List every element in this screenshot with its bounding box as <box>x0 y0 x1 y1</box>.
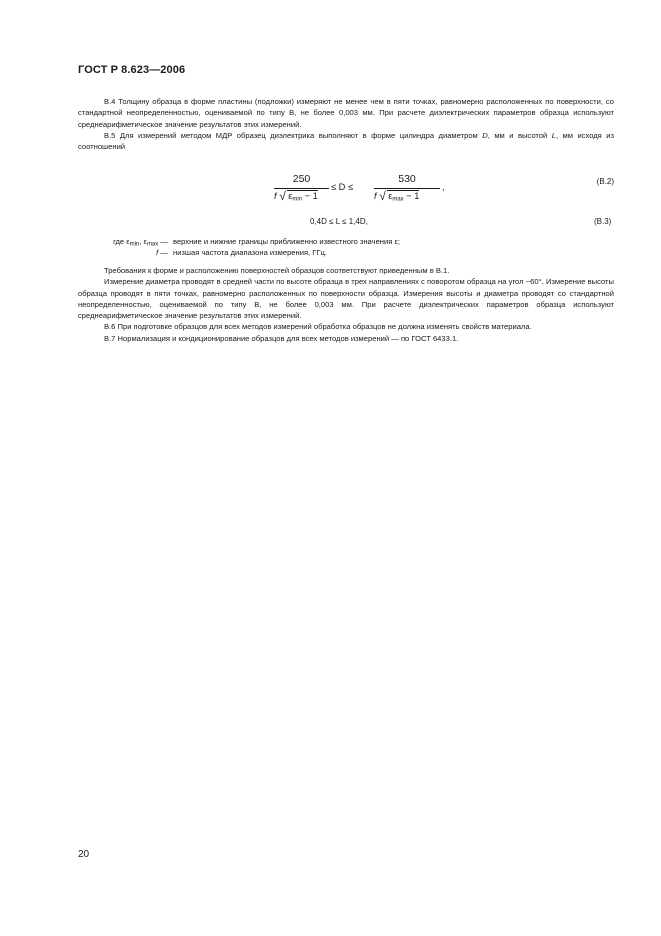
fraction-right-denominator <box>374 191 419 201</box>
paragraph-b7: В.7 Нормализация и кондиционирование образцов для всех методов измерений — по ГОСТ 6433.1. <box>104 333 459 343</box>
fraction-left-numerator: 250 <box>292 173 311 185</box>
page-number: 20 <box>78 849 90 860</box>
formula-b3: 0,4D ≤ L ≤ 1,4D, <box>310 217 368 226</box>
where-label-1: где $\varepsilon_{min}$, $\varepsilon_{max}$ — <box>113 237 168 248</box>
radical-sign-icon: √ <box>379 189 386 203</box>
left-sqrt <box>279 191 318 201</box>
paragraph-b6: В.6 При подготовке образцов для всех методов измерений обработка образцов не должна изменять свойств материала. <box>104 322 532 332</box>
b5-text-3: , мм исходя из соотношений <box>78 130 614 152</box>
document-header: ГОСТ Р 8.623—2006 <box>78 64 186 76</box>
b5-var-d: D <box>482 130 488 140</box>
fraction-left-denominator <box>274 191 318 201</box>
fraction-right-numerator: 530 <box>398 173 416 185</box>
left-f: f <box>274 191 277 201</box>
equation-number-b3: (В.3) <box>594 217 612 226</box>
paragraph-b4-block <box>78 96 614 152</box>
b5-var-l: L <box>551 130 556 140</box>
b5-text-1: В.5 Для измерений методом МДР образец диэлектрика выполняют в форме цилиндра диаметром <box>104 130 483 140</box>
where-desc-2: низшая частота диапазона измерения, ГГц. <box>173 248 327 257</box>
left-eps-sub: min <box>292 196 303 203</box>
paragraph-diameter: Измерение диаметра проводят в средней части по высоте образца в трех направлениях с поворотом образца на угол ~60°. Измерение высоты образца проводят в пяти точках, равномерно расположенных по поверхности образца. Измерения высоты и диаметра проводят со стандартной неопределенностью, оцениваемой по типу B, не более 0,003 мм. При расчете диэлектрических параметров образца используют среднеарифметическое значение результатов этих измерений. <box>78 277 614 321</box>
where-label-2: f — <box>156 248 168 257</box>
left-minus-one: − 1 <box>302 191 318 201</box>
formula-middle: ≤ D ≤ <box>331 182 354 192</box>
paragraph-b5 <box>78 130 614 153</box>
radical-sign-icon: √ <box>279 189 286 203</box>
right-minus-one: − 1 <box>403 191 420 201</box>
right-f: f <box>374 191 377 201</box>
equation-number-b2: (В.2) <box>596 177 614 186</box>
fraction-left <box>274 173 329 209</box>
right-sqrt <box>379 191 419 201</box>
paragraphs-lower-block <box>78 265 614 344</box>
formula-trailing-comma: , <box>442 182 445 192</box>
left-eps: ε <box>288 191 293 201</box>
right-radicand <box>387 190 419 201</box>
b5-text-2: , мм и высотой <box>487 130 552 140</box>
right-eps-sub: max <box>392 196 404 203</box>
paragraph-requirements: Требования к форме и расположению поверхностей образцов соответствуют приведенным в В.1. <box>104 266 450 275</box>
where-desc-1: верхние и нижние границы приближенно известного значения ε; <box>173 237 400 246</box>
right-eps: ε <box>388 191 393 201</box>
left-radicand <box>287 190 318 201</box>
paragraph-b4: В.4 Толщину образца в форме пластины (подложки) измеряют не менее чем в пяти точках, равномерно расположенных по поверхности, со стандартной неопределенностью, оцениваемой по типу B, не более 0,003 мм. При расчете диэлектрических параметров образца используют среднеарифметическое значение результатов этих измерений. <box>78 97 614 129</box>
formula-b2 <box>274 173 614 209</box>
fraction-right <box>374 173 440 209</box>
